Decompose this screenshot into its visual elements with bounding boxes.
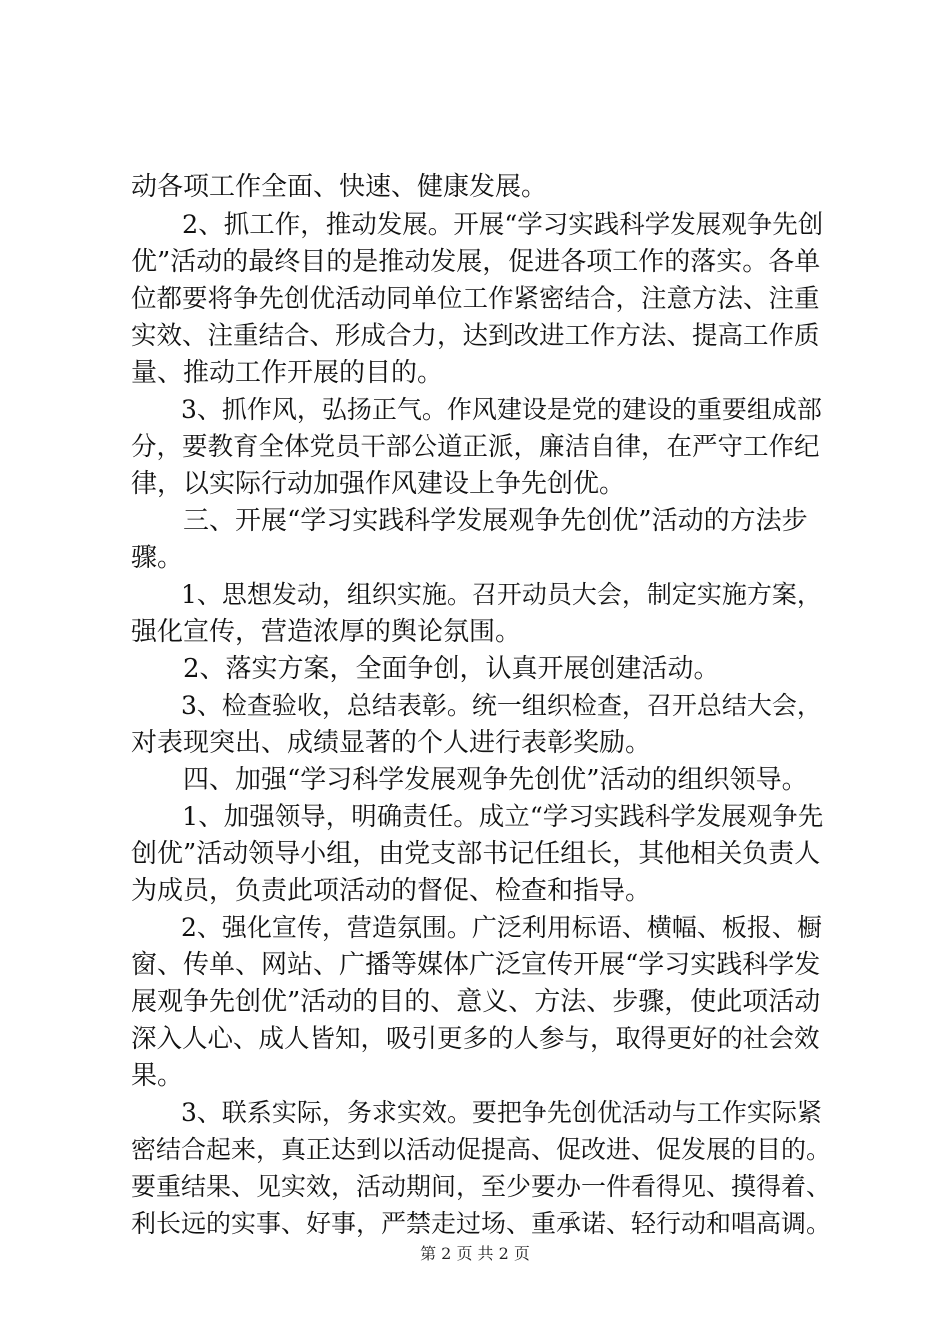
body-line: 深入人心、成人皆知，吸引更多的人参与，取得更好的社会效 (131, 1024, 820, 1054)
body-line: 量、推动工作开展的目的。 (131, 358, 444, 388)
body-line: 2、落实方案，全面争创，认真开展创建活动。 (131, 654, 720, 684)
body-line: 对表现突出、成绩显著的个人进行表彰奖励。 (131, 728, 652, 758)
body-line: 窗、传单、网站、广播等媒体广泛宣传开展“学习实践科学发 (131, 950, 821, 980)
body-line: 2、强化宣传，营造氛围。广泛利用标语、横幅、板报、橱 (131, 913, 822, 942)
page-number-footer: 第 2 页 共 2 页 (420, 1244, 530, 1263)
body-line: 创优”活动领导小组，由党支部书记任组长，其他相关负责人 (131, 839, 821, 869)
section-heading: 三、开展“学习实践科学发展观争先创优”活动的方法步 (131, 506, 808, 536)
body-line: 位都要将争先创优活动同单位工作紧密结合，注意方法、注重 (131, 284, 820, 314)
body-line: 实效、注重结合、形成合力，达到改进工作方法、提高工作质 (131, 321, 820, 351)
body-line: 1、加强领导，明确责任。成立“学习实践科学发展观争先 (131, 802, 824, 832)
body-line: 密结合起来，真正达到以活动促提高、促改进、促发展的目的。 (131, 1135, 832, 1164)
section-heading: 四、加强“学习科学发展观争先创优”活动的组织领导。 (131, 765, 808, 795)
body-line: 展观争先创优”活动的目的、意义、方法、步骤，使此项活动 (131, 987, 821, 1017)
body-line: 优”活动的最终目的是推动发展，促进各项工作的落实。各单 (131, 247, 821, 277)
body-line: 利长远的实事、好事，严禁走过场、重承诺、轻行动和唱高调。 (131, 1209, 832, 1238)
body-line: 要重结果、见实效，活动期间，至少要办一件看得见、摸得着、 (131, 1172, 832, 1201)
body-line: 分，要教育全体党员干部公道正派，廉洁自律，在严守工作纪 (131, 432, 820, 462)
body-line: 1、思想发动，组织实施。召开动员大会，制定实施方案， (131, 580, 822, 609)
body-line: 为成员，负责此项活动的督促、检查和指导。 (131, 876, 652, 906)
body-line: 动各项工作全面、快速、健康发展。 (131, 172, 548, 202)
body-line: 2、抓工作，推动发展。开展“学习实践科学发展观争先创 (131, 210, 824, 240)
body-line: 3、抓作风，弘扬正气。作风建设是党的建设的重要组成部 (131, 395, 822, 424)
body-line: 3、检查验收，总结表彰。统一组织检查，召开总结大会， (131, 691, 822, 720)
body-line: 骤。 (131, 543, 184, 573)
body-line: 3、联系实际，务求实效。要把争先创优活动与工作实际紧 (131, 1098, 822, 1127)
body-line: 强化宣传，营造浓厚的舆论氛围。 (131, 617, 522, 647)
body-line: 果。 (131, 1061, 184, 1091)
body-line: 律，以实际行动加强作风建设上争先创优。 (131, 469, 626, 499)
